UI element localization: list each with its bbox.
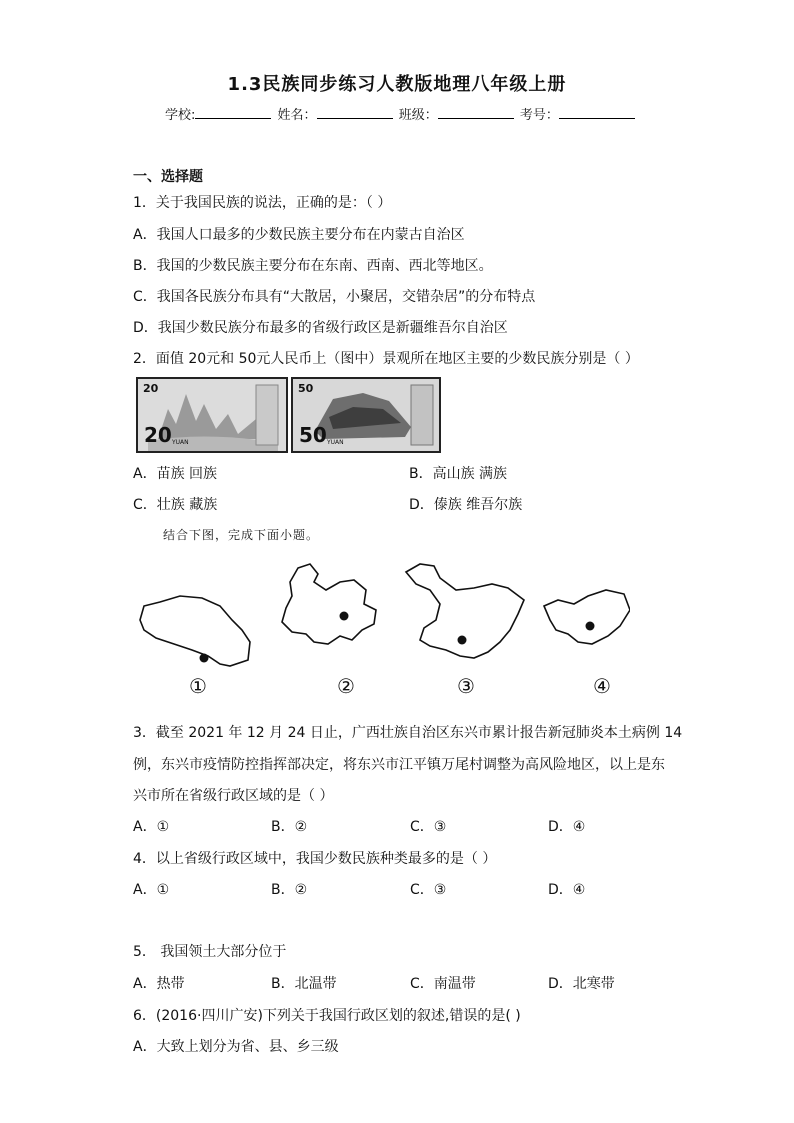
q6-stem: 6．(2016·四川广安)下列关于我国行政区划的叙述,错误的是( ) (133, 1008, 521, 1024)
page-title: 1.3民族同步练习人教版地理八年级上册 (227, 74, 567, 95)
q2-option-a[interactable]: A．苗族 回族 (133, 466, 218, 482)
banknote-50-small-value: 50 (298, 382, 314, 395)
q6-option-a[interactable]: A．大致上划分为省、县、乡三级 (133, 1039, 339, 1055)
q3-stem-line-2: 例，东兴市疫情防控指挥部决定，将东兴市江平镇万尾村调整为高风险地区，以上是东 (133, 757, 665, 773)
q1-option-b[interactable]: B．我国的少数民族主要分布在东南、西南、西北等地区。 (133, 258, 493, 274)
q4-stem: 4．以上省级行政区域中，我国少数民族种类最多的是（ ） (133, 851, 497, 867)
banknote-50-image (291, 377, 441, 453)
capital-dot-3 (458, 636, 467, 645)
q4-option-c[interactable]: C．③ (410, 882, 447, 898)
q2-option-d[interactable]: D．傣族 维吾尔族 (409, 497, 523, 513)
class-blank[interactable] (438, 106, 514, 119)
province-outline-4 (544, 590, 630, 644)
q3-option-c[interactable]: C．③ (410, 819, 447, 835)
q1-stem: 1．关于我国民族的说法，正确的是：（ ） (133, 195, 392, 211)
name-label: 姓名： (277, 108, 317, 123)
map-label-2: ② (337, 674, 355, 698)
exam-number-blank[interactable] (559, 106, 635, 119)
capital-dot-2 (340, 612, 349, 621)
province-outline-3 (406, 564, 524, 658)
school-blank[interactable] (195, 106, 271, 119)
map-label-1: ① (189, 674, 207, 698)
capital-dot-1 (200, 654, 209, 663)
q3-option-d[interactable]: D．④ (548, 819, 586, 835)
q5-option-a[interactable]: A．热带 (133, 976, 185, 992)
q1-option-a[interactable]: A．我国人口最多的少数民族主要分布在内蒙古自治区 (133, 227, 465, 243)
banknote-20-value: 20 (144, 423, 172, 447)
q2-stem: 2．面值 20元和 50元人民币上（图中）景观所在地区主要的少数民族分别是（ ） (133, 351, 639, 367)
q1-option-c[interactable]: C．我国各民族分布具有“大散居，小聚居，交错杂居”的分布特点 (133, 289, 536, 305)
province-outline-2 (282, 564, 376, 644)
school-label: 学校: (165, 108, 196, 123)
q5-option-b[interactable]: B．北温带 (271, 976, 337, 992)
banknote-50-yuan: YUAN (327, 439, 344, 446)
banknote-20-small-value: 20 (143, 382, 159, 395)
name-blank[interactable] (317, 106, 393, 119)
banknote-20-image (136, 377, 288, 453)
banknote-50-value: 50 (299, 423, 327, 447)
q1-option-d[interactable]: D．我国少数民族分布最多的省级行政区是新疆维吾尔自治区 (133, 320, 508, 336)
q5-option-d[interactable]: D．北寒带 (548, 976, 615, 992)
map-label-3: ③ (457, 674, 475, 698)
section-heading: 一、选择题 (133, 169, 203, 185)
student-info-line (165, 104, 637, 123)
q2-option-c[interactable]: C．壮族 藏族 (133, 497, 218, 513)
exam-number-label: 考号： (519, 108, 559, 123)
map-instruction: 结合下图，完成下面小题。 (163, 528, 320, 542)
banknote-20-yuan: YUAN (172, 439, 189, 446)
q5-stem: 5． 我国领土大部分位于 (133, 944, 287, 960)
province-outline-1 (140, 596, 250, 666)
q5-option-c[interactable]: C．南温带 (410, 976, 476, 992)
q3-stem-line-3: 兴市所在省级行政区域的是（ ） (133, 788, 334, 804)
map-label-4: ④ (593, 674, 611, 698)
capital-dot-4 (586, 622, 595, 631)
q4-option-a[interactable]: A．① (133, 882, 170, 898)
q4-option-d[interactable]: D．④ (548, 882, 586, 898)
class-label: 班级： (398, 108, 438, 123)
q4-option-b[interactable]: B．② (271, 882, 308, 898)
q3-stem-line-1: 3．截至 2021 年 12 月 24 日止，广西壮族自治区东兴市累计报告新冠肺炎本土病例 14 (133, 725, 683, 741)
q2-option-b[interactable]: B．高山族 满族 (409, 466, 508, 482)
province-outline-maps (130, 560, 630, 670)
q3-option-a[interactable]: A．① (133, 819, 170, 835)
q3-option-b[interactable]: B．② (271, 819, 308, 835)
